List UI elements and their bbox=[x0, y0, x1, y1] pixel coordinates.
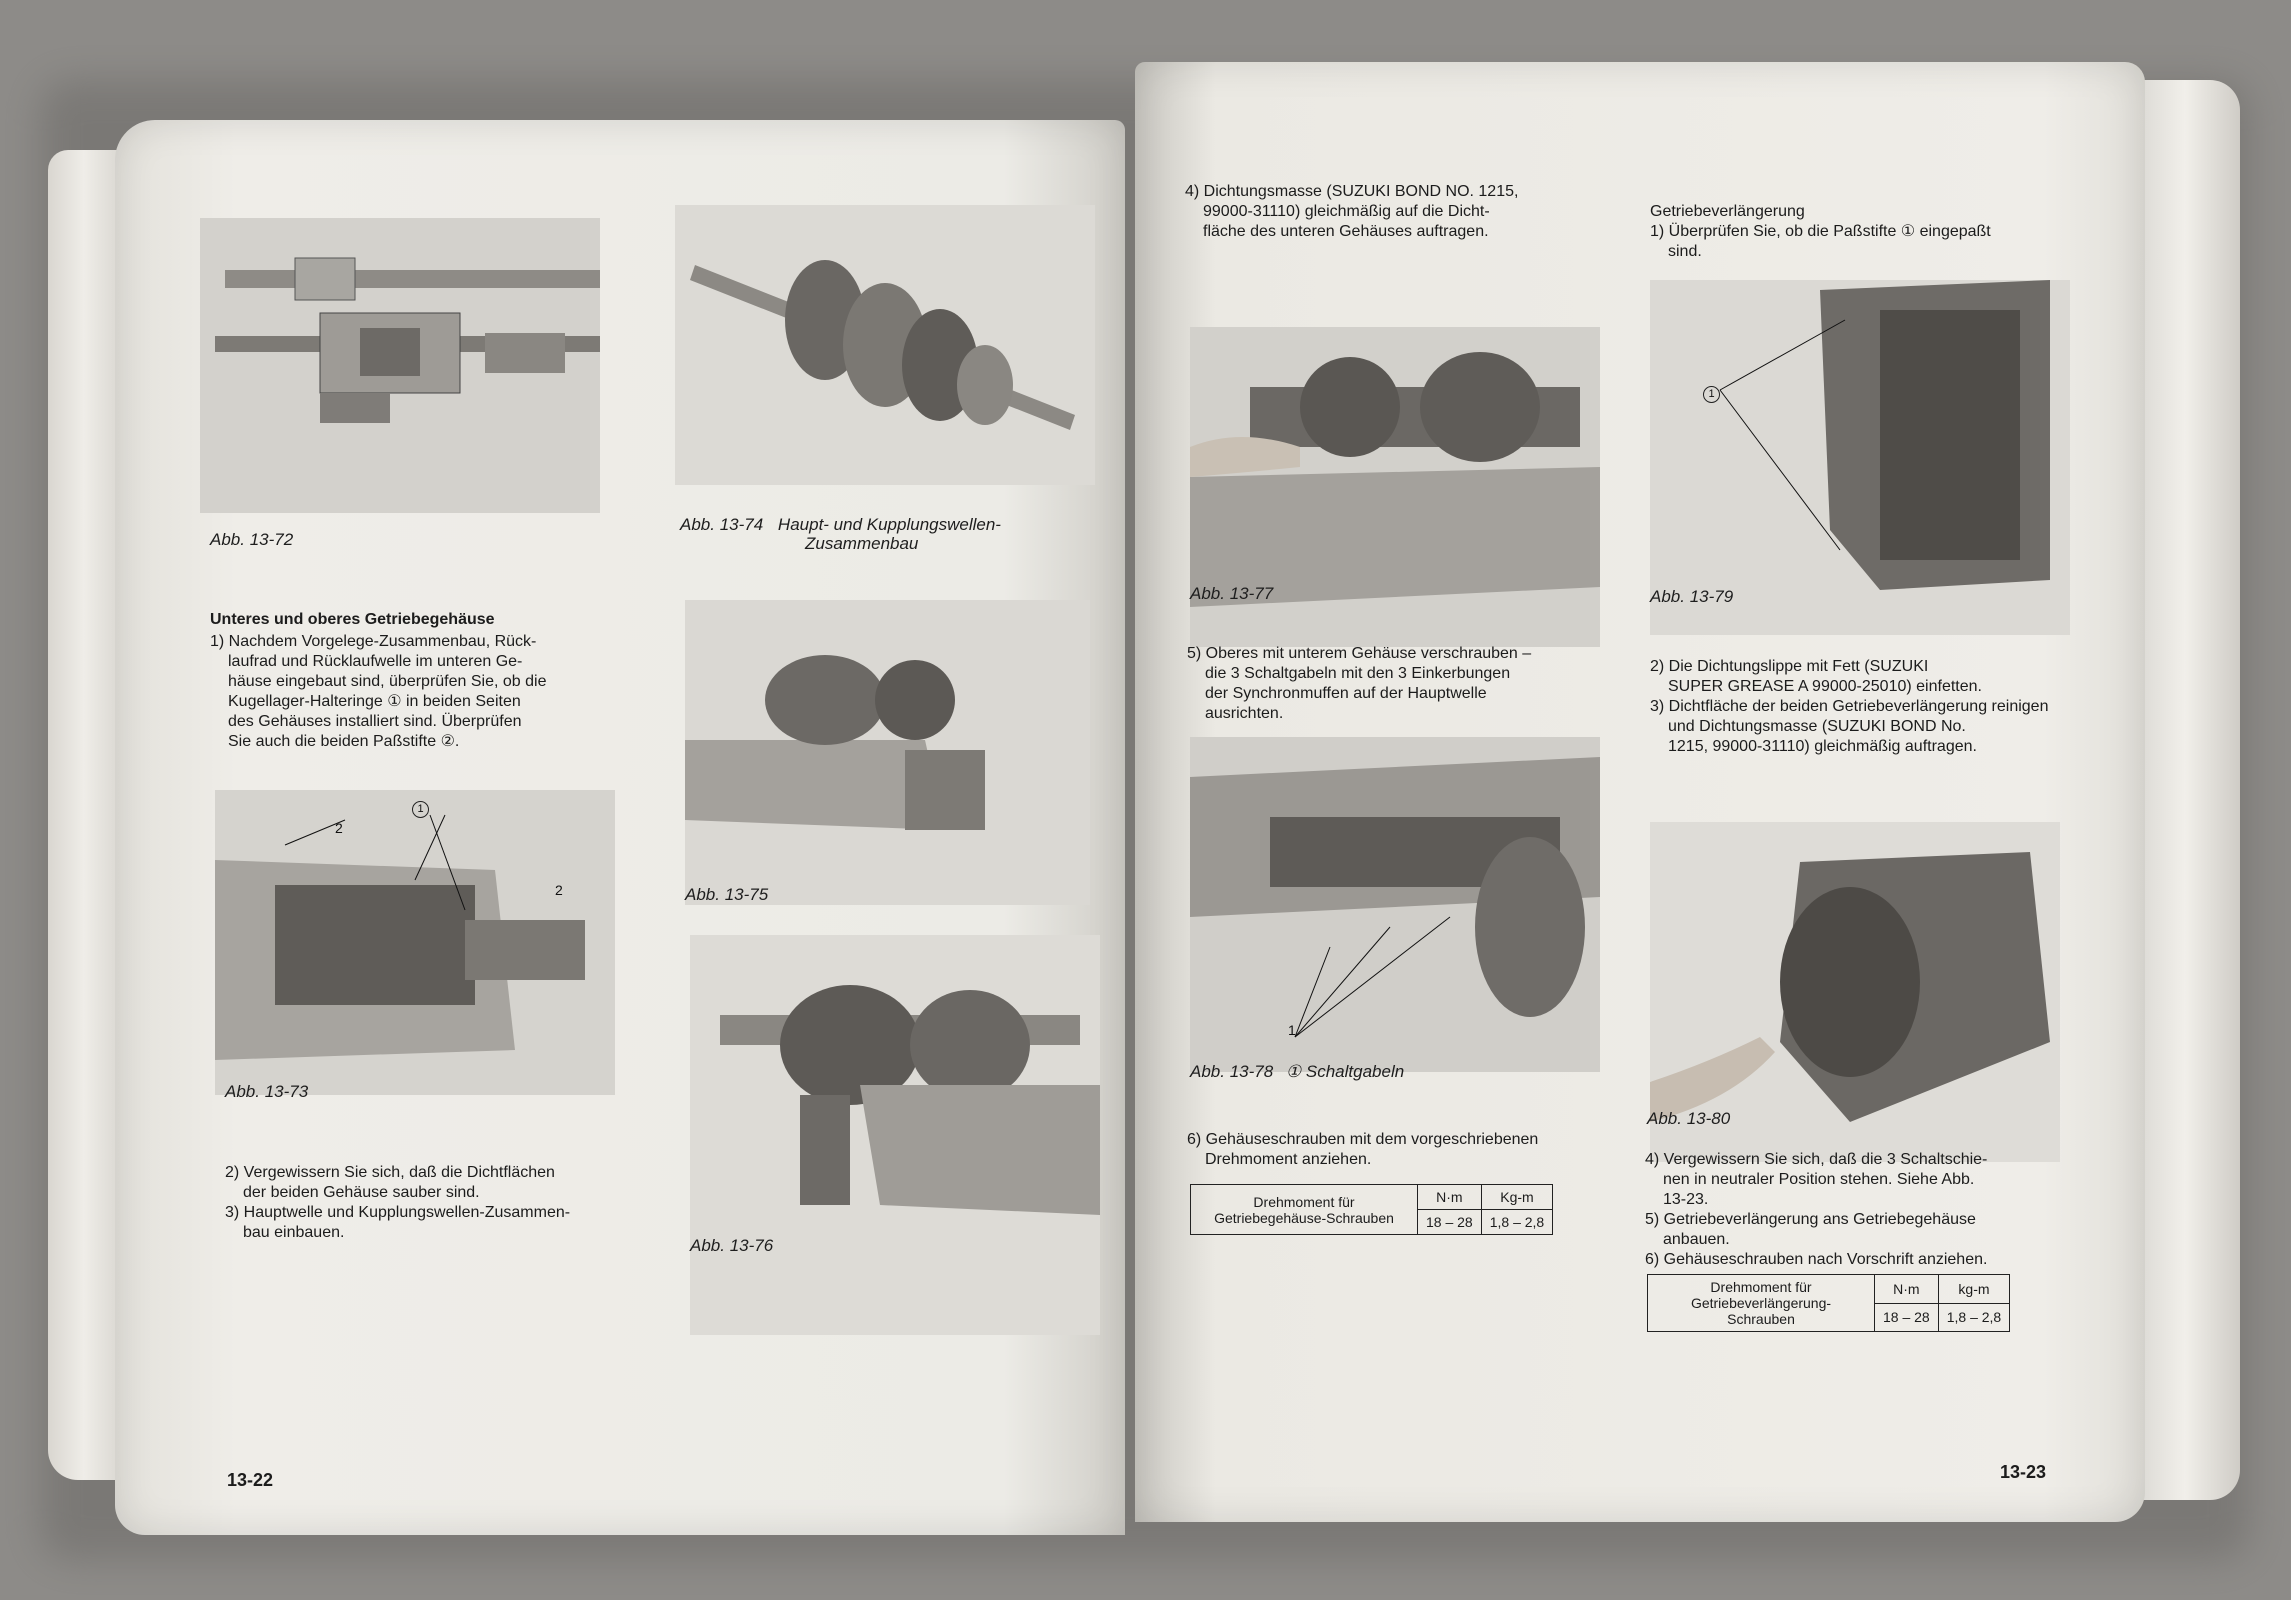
text-line: 1) Überprüfen Sie, ob die Paßstifte ① eingepaßt bbox=[1650, 223, 1991, 240]
photo-gear-installation bbox=[685, 600, 1090, 905]
torque-table-case-screws bbox=[1190, 1184, 1553, 1235]
gear-installation-illustration bbox=[685, 600, 1090, 905]
text-line: sind. bbox=[1668, 243, 1702, 260]
text-line: 4) Dichtungsmasse (SUZUKI BOND NO. 1215, bbox=[1185, 183, 1519, 200]
paragraph-steps-2-3 bbox=[225, 1163, 645, 1243]
paragraph-step-5 bbox=[1187, 644, 1597, 724]
text-line: Drehmoment anziehen. bbox=[1205, 1151, 1372, 1168]
text-line: des Gehäuses installiert sind. Überprüfen bbox=[228, 713, 522, 730]
text-line: nen in neutraler Position stehen. Siehe Abb. bbox=[1663, 1171, 1975, 1188]
torque-value-nm: 18 – 28 bbox=[1875, 1303, 1939, 1332]
mainshaft-illustration bbox=[675, 205, 1095, 485]
text-line: bau einbauen. bbox=[243, 1224, 345, 1241]
text-line: die 3 Schaltgabeln mit den 3 Einkerbungen bbox=[1205, 665, 1511, 682]
figure-caption: Abb. 13-75 bbox=[685, 885, 769, 904]
figure-label: Abb. 13-74 bbox=[680, 515, 764, 534]
text-line: fläche des unteren Gehäuses auftragen. bbox=[1203, 223, 1489, 240]
photo-extension-housing bbox=[1650, 280, 2070, 635]
torque-label bbox=[1648, 1275, 1875, 1332]
text-line: 6) Gehäuseschrauben nach Vorschrift anziehen. bbox=[1645, 1251, 1988, 1268]
torque-unit-nm: N·m bbox=[1418, 1185, 1482, 1210]
shift-rail-illustration bbox=[200, 218, 600, 513]
text-line: 99000-31110) gleichmäßig auf die Dicht- bbox=[1203, 203, 1490, 220]
figure-caption bbox=[1190, 1062, 1404, 1081]
photo-mainshaft-assembly bbox=[675, 205, 1095, 485]
right-page bbox=[1135, 62, 2145, 1522]
text-line: 13-23. bbox=[1663, 1191, 1709, 1208]
text-line: Kugellager-Halteringe ① in beiden Seiten bbox=[228, 693, 521, 710]
text-line: 4) Vergewissern Sie sich, daß die 3 Schaltschie- bbox=[1645, 1151, 1988, 1168]
paragraph-col2-steps-2-3 bbox=[1650, 657, 2100, 757]
figure-caption: Abb. 13-76 bbox=[690, 1236, 774, 1255]
torque-label bbox=[1191, 1185, 1418, 1235]
text-line: 3) Hauptwelle und Kupplungswellen-Zusammen- bbox=[225, 1204, 571, 1221]
text-line: der Synchronmuffen auf der Hauptwelle bbox=[1205, 685, 1487, 702]
text-line: 6) Gehäuseschrauben mit dem vorgeschriebenen bbox=[1187, 1131, 1539, 1148]
paragraph-col2-step-1 bbox=[1650, 222, 2090, 262]
page-block-edge-right bbox=[2130, 80, 2240, 1500]
photo-shift-forks bbox=[1190, 737, 1600, 1072]
torque-unit-nm: N·m bbox=[1875, 1275, 1939, 1304]
paragraph-step-1 bbox=[210, 632, 630, 752]
lower-case-illustration bbox=[215, 790, 615, 1095]
torque-value-nm: 18 – 28 bbox=[1418, 1210, 1482, 1235]
figure-caption: Abb. 13-77 bbox=[1190, 584, 1274, 603]
text-line: laufrad und Rücklaufwelle im unteren Ge- bbox=[228, 653, 523, 670]
callout-2: 2 bbox=[335, 820, 343, 836]
figure-caption: Abb. 13-72 bbox=[210, 530, 294, 549]
photo-shafts-in-case bbox=[690, 935, 1100, 1335]
text-line: der beiden Gehäuse sauber sind. bbox=[243, 1184, 480, 1201]
figure-caption bbox=[680, 515, 1001, 553]
section-heading: Unteres und oberes Getriebegehäuse bbox=[210, 611, 495, 628]
text-line: anbauen. bbox=[1663, 1231, 1730, 1248]
torque-label-line: Drehmoment für bbox=[1253, 1193, 1355, 1210]
callout-1: 1 bbox=[1703, 384, 1720, 403]
paragraph-step-4 bbox=[1185, 182, 1585, 242]
text-line: 2) Die Dichtungslippe mit Fett (SUZUKI bbox=[1650, 658, 1929, 675]
callout-2: 2 bbox=[555, 882, 563, 898]
text-line: 5) Oberes mit unterem Gehäuse verschrauben – bbox=[1187, 645, 1532, 662]
torque-label-line: Schrauben bbox=[1727, 1311, 1795, 1327]
figure-caption: Abb. 13-80 bbox=[1647, 1109, 1731, 1128]
text-line: häuse eingebaut sind, überprüfen Sie, ob die bbox=[228, 673, 547, 690]
callout-1: 1 bbox=[1288, 1022, 1296, 1038]
torque-label-line: Getriebeverlängerung- bbox=[1690, 1295, 1832, 1311]
section-heading: Getriebeverlängerung bbox=[1650, 203, 1805, 220]
torque-unit-kgm: Kg-m bbox=[1481, 1185, 1553, 1210]
extension-housing-illustration bbox=[1650, 280, 2070, 635]
torque-value-kgm: 1,8 – 2,8 bbox=[1938, 1303, 2010, 1332]
text-line: ausrichten. bbox=[1205, 705, 1284, 722]
shift-forks-illustration bbox=[1190, 737, 1600, 1072]
figure-title-line1: Haupt- und Kupplungswellen- bbox=[777, 515, 1001, 534]
page-number: 13-23 bbox=[2000, 1462, 2047, 1482]
photo-lower-case bbox=[215, 790, 615, 1095]
left-page bbox=[115, 120, 1125, 1535]
photo-shift-rails bbox=[200, 218, 600, 513]
torque-label-line: Drehmoment für bbox=[1710, 1279, 1812, 1295]
page-number: 13-22 bbox=[227, 1470, 274, 1490]
figure-caption: Abb. 13-79 bbox=[1650, 587, 1734, 606]
figure-caption: Abb. 13-73 bbox=[225, 1082, 309, 1101]
torque-table-extension-screws bbox=[1647, 1274, 2010, 1332]
figure-note: ① Schaltgabeln bbox=[1285, 1062, 1405, 1081]
text-line: 1215, 99000-31110) gleichmäßig auftragen. bbox=[1668, 738, 1977, 755]
figure-label: Abb. 13-78 bbox=[1190, 1062, 1274, 1081]
torque-unit-kgm: kg-m bbox=[1938, 1275, 2010, 1304]
paragraph-col2-steps-4-6 bbox=[1645, 1150, 2105, 1270]
paragraph-step-6 bbox=[1187, 1130, 1597, 1170]
torque-label-line: Getriebegehäuse-Schrauben bbox=[1214, 1209, 1394, 1226]
text-line: 3) Dichtfläche der beiden Getriebeverlängerung reinigen bbox=[1650, 698, 2049, 715]
callout-1: 1 bbox=[412, 799, 429, 818]
text-line: und Dichtungsmasse (SUZUKI BOND No. bbox=[1668, 718, 1966, 735]
text-line: 5) Getriebeverlängerung ans Getriebegehäuse bbox=[1645, 1211, 1976, 1228]
text-line: 2) Vergewissern Sie sich, daß die Dichtflächen bbox=[225, 1164, 555, 1181]
figure-title-line2: Zusammenbau bbox=[805, 534, 919, 553]
shafts-in-case-illustration bbox=[690, 935, 1100, 1335]
text-line: Sie auch die beiden Paßstifte ②. bbox=[228, 733, 460, 750]
torque-value-kgm: 1,8 – 2,8 bbox=[1481, 1210, 1553, 1235]
text-line: SUPER GREASE A 99000-25010) einfetten. bbox=[1668, 678, 1982, 695]
text-line: 1) Nachdem Vorgelege-Zusammenbau, Rück- bbox=[210, 633, 537, 650]
